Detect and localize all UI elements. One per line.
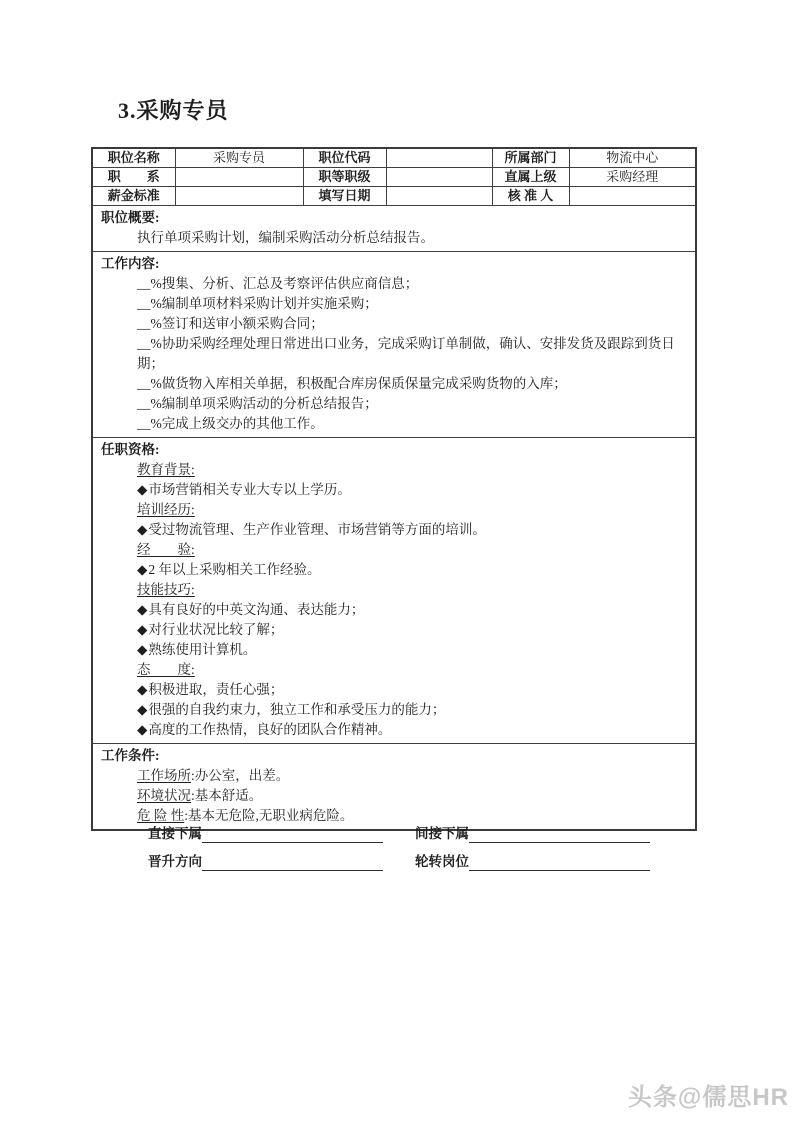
footer-field-direct-subordinates — [148, 824, 415, 843]
header-row-1 — [93, 149, 695, 168]
diamond-bullet-icon: ◆ — [137, 682, 148, 697]
qualification-item-text: 市场营销相关专业大专以上学历。 — [148, 482, 351, 497]
qualification-item-text: 受过物流管理、生产作业管理、市场营销等方面的培训。 — [148, 522, 486, 537]
qualification-item — [101, 680, 687, 700]
qualification-item — [101, 700, 687, 720]
qualification-item-text: 熟练使用计算机。 — [148, 642, 257, 657]
diamond-bullet-icon: ◆ — [137, 602, 148, 617]
qualification-item-text: 积极进取，责任心强； — [148, 682, 284, 697]
condition-text: :基本无危险,无职业病危险。 — [184, 808, 354, 823]
footer-field-indirect-subordinates — [415, 824, 655, 843]
job-code-value — [386, 149, 492, 168]
diamond-bullet-icon: ◆ — [137, 722, 148, 737]
qualification-item-text: 高度的工作热情，良好的团队合作精神。 — [148, 722, 392, 737]
footer-field-label: 直接下属 — [148, 826, 202, 841]
diamond-bullet-icon: ◆ — [137, 702, 148, 717]
condition-heading: 危 险 性 — [137, 808, 185, 823]
qualification-group-heading: 经 验: — [137, 542, 195, 557]
salary-value — [175, 187, 303, 206]
department-value: 物流中心 — [569, 149, 695, 168]
condition-item — [101, 766, 687, 786]
duty-item: __%搜集、分析、汇总及考察评估供应商信息； — [137, 276, 419, 291]
condition-heading: 工作场所 — [137, 768, 191, 783]
footer-field-promotion-direction — [148, 852, 415, 871]
section-qualifications-label: 任职资格: — [101, 442, 160, 457]
section-duties-label: 工作内容: — [101, 256, 160, 271]
diamond-bullet-icon: ◆ — [137, 562, 148, 577]
condition-item — [101, 806, 687, 826]
header-table — [93, 149, 695, 205]
approver-label: 核 准 人 — [492, 187, 569, 206]
qualification-item — [101, 560, 687, 580]
fill-in-line — [469, 827, 650, 843]
supervisor-value: 采购经理 — [569, 168, 695, 187]
diamond-bullet-icon: ◆ — [137, 642, 148, 657]
diamond-bullet-icon: ◆ — [137, 482, 148, 497]
job-family-label: 职 系 — [93, 168, 175, 187]
qualification-group-heading: 培训经历: — [137, 502, 195, 517]
fill-in-line — [202, 855, 383, 871]
condition-text: :办公室，出差。 — [191, 768, 290, 783]
section-conditions-label: 工作条件: — [101, 748, 160, 763]
duty-item: __%编制单项材料采购计划并实施采购； — [137, 296, 378, 311]
qualification-item-text: 很强的自我约束力，独立工作和承受压力的能力； — [148, 702, 446, 717]
duty-item: __%编制单项采购活动的分析总结报告； — [137, 396, 378, 411]
watermark: 头条@儒思HR — [627, 1084, 789, 1111]
fill-date-label: 填写日期 — [303, 187, 386, 206]
diamond-bullet-icon: ◆ — [137, 522, 148, 537]
footer-fields — [148, 824, 658, 871]
footer-field-label: 晋升方向 — [148, 854, 202, 869]
duty-item: __%协助采购经理处理日常进出口业务，完成采购订单制做，确认、安排发货及跟踪到货日期； — [137, 336, 675, 371]
qualification-group-heading: 技能技巧: — [137, 582, 195, 597]
fill-in-line — [202, 827, 383, 843]
job-grade-value — [386, 168, 492, 187]
section-summary-label: 职位概要: — [101, 210, 160, 225]
condition-item — [101, 786, 687, 806]
job-code-label: 职位代码 — [303, 149, 386, 168]
qualification-item — [101, 480, 687, 500]
header-row-2 — [93, 168, 695, 187]
qualification-item — [101, 640, 687, 660]
duty-item: __%完成上级交办的其他工作。 — [137, 416, 324, 431]
job-name-label: 职位名称 — [93, 149, 175, 168]
condition-text: :基本舒适。 — [191, 788, 263, 803]
header-row-3 — [93, 187, 695, 206]
section-qualifications — [93, 437, 695, 743]
supervisor-label: 直属上级 — [492, 168, 569, 187]
job-family-value — [175, 168, 303, 187]
qualification-item — [101, 620, 687, 640]
job-grade-label: 职等职级 — [303, 168, 386, 187]
condition-heading: 环境状况 — [137, 788, 191, 803]
section-summary — [93, 205, 695, 251]
qualification-item — [101, 600, 687, 620]
section-conditions — [93, 743, 695, 829]
fill-date-value — [386, 187, 492, 206]
job-name-value: 采购专员 — [175, 149, 303, 168]
duty-item: __%签订和送审小额采购合同； — [137, 316, 324, 331]
qualification-item-text: 具有良好的中英文沟通、表达能力； — [148, 602, 365, 617]
footer-field-label: 间接下属 — [415, 826, 469, 841]
department-label: 所属部门 — [492, 149, 569, 168]
job-description-form — [91, 147, 697, 831]
qualification-item — [101, 720, 687, 740]
salary-label: 薪金标准 — [93, 187, 175, 206]
qualification-item — [101, 520, 687, 540]
fill-in-line — [469, 855, 650, 871]
diamond-bullet-icon: ◆ — [137, 622, 148, 637]
footer-field-rotation-position — [415, 852, 655, 871]
duty-item: __%做货物入库相关单据，积极配合库房保质保量完成采购货物的入库； — [137, 376, 567, 391]
qualification-group-heading: 教育背景: — [137, 462, 195, 477]
approver-value — [569, 187, 695, 206]
qualification-item-text: 2 年以上采购相关工作经验。 — [148, 562, 321, 577]
footer-field-label: 轮转岗位 — [415, 854, 469, 869]
qualification-item-text: 对行业状况比较了解； — [148, 622, 284, 637]
section-duties — [93, 251, 695, 437]
summary-content: 执行单项采购计划，编制采购活动分析总结报告。 — [137, 230, 434, 245]
qualification-group-heading: 态 度: — [137, 662, 195, 677]
page-title: 3.采购专员 — [118, 98, 229, 123]
